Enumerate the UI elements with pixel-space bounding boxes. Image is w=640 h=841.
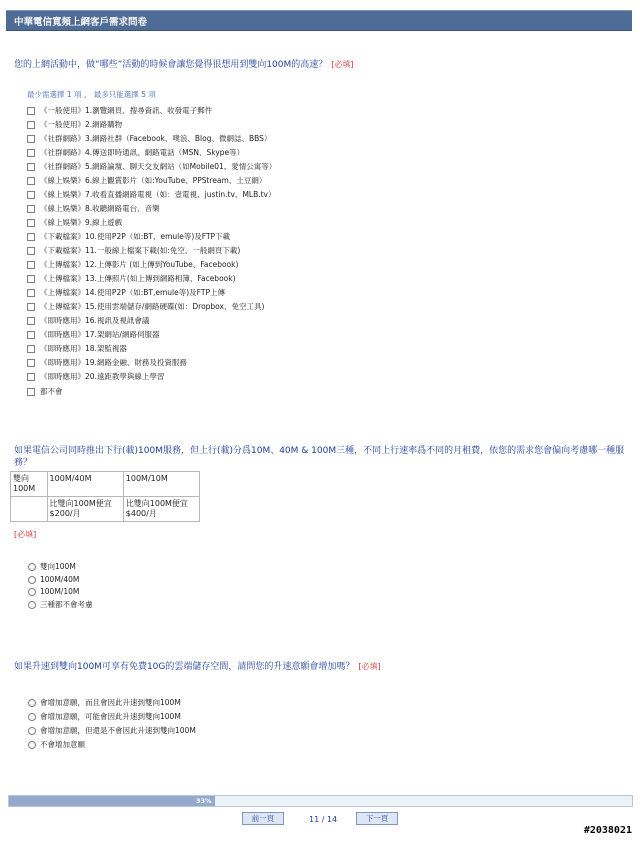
option-label[interactable]: 《即時應用》19.網路金融、財務及投資服務 <box>40 358 187 368</box>
required-marker: [必填] <box>14 530 37 539</box>
option-label[interactable]: 不會增加意願 <box>40 740 85 749</box>
option-label[interactable]: 《社群網路》3.網路社群（Facebook、噗浪、Blog、微網誌、BBS） <box>40 133 272 143</box>
page-indicator: 11 / 14 <box>309 815 338 824</box>
option-label[interactable]: 100M/40M <box>40 574 80 584</box>
option-radio[interactable] <box>28 601 36 609</box>
option-label[interactable]: 雙向100M <box>40 562 76 571</box>
option-checkbox[interactable] <box>27 135 35 143</box>
option-label[interactable]: 《下載檔案》11.一般線上檔案下載(如:免空、一般網頁下載) <box>40 246 241 255</box>
option-radio[interactable] <box>28 563 36 571</box>
option-checkbox[interactable] <box>27 163 35 171</box>
option-checkbox[interactable] <box>27 388 35 396</box>
option-label[interactable]: 《一般使用》2.網路購物 <box>40 119 123 129</box>
option-label[interactable]: 《線上娛樂》9.線上遊戲 <box>40 217 123 227</box>
next-page-button[interactable]: 下一頁 <box>356 812 398 825</box>
option-checkbox[interactable] <box>27 261 35 269</box>
price-table <box>10 471 200 522</box>
option-checkbox[interactable] <box>27 275 35 283</box>
price-table-cell <box>11 497 48 522</box>
price-table-cell: 100M/40M <box>47 472 123 497</box>
option-checkbox[interactable] <box>27 373 35 381</box>
option-label[interactable]: 《即時應用》18.架監視器 <box>40 344 127 354</box>
option-checkbox[interactable] <box>27 177 35 185</box>
option-checkbox[interactable] <box>27 303 35 311</box>
option-label[interactable]: 《上傳檔案》12.上傳影片 (如上傳到YouTube、Facebook) <box>40 260 239 270</box>
option-label[interactable]: 《上傳檔案》15.使用雲端儲存/網路硬碟(如：Dropbox、免空工具) <box>40 302 265 312</box>
question-2-required <box>14 529 36 541</box>
option-checkbox[interactable] <box>27 317 35 325</box>
question-2-text: 如果電信公司同時推出下行(載)100M服務，但上行(載)分爲10M、40M & 100M三種，不同上行速率爲不同的月租費，依您的需求您會偏向考慮哪一種服務？ <box>14 446 625 468</box>
option-checkbox[interactable] <box>27 289 35 297</box>
option-checkbox[interactable] <box>27 345 35 353</box>
option-label[interactable]: 會增加意願，可能會因此升速到雙向100M <box>40 712 181 721</box>
progress-bar <box>8 795 633 807</box>
option-radio[interactable] <box>28 588 36 596</box>
survey-title: 中華電信寬頻上網客戶需求問卷 <box>14 17 148 28</box>
question-2 <box>14 445 629 469</box>
question-3 <box>14 661 381 673</box>
option-label[interactable]: 《一般使用》1.瀏覽網頁、搜尋資訊、收發電子郵件 <box>40 105 213 115</box>
option-checkbox[interactable] <box>27 219 35 227</box>
option-checkbox[interactable] <box>27 149 35 157</box>
option-label[interactable]: 《即時應用》20.遠距教學與線上學習 <box>40 372 165 382</box>
option-label[interactable]: 《社群網路》4.傳送即時通訊、網路電話（MSN、Skype等） <box>40 147 245 157</box>
option-checkbox[interactable] <box>27 107 35 115</box>
question-3-text: 如果升速到雙向100M可享有免費10G的雲端儲存空間，請問您的升速意願會增加嗎？ <box>14 662 355 672</box>
option-radio[interactable] <box>28 713 36 721</box>
option-label[interactable]: 100M/10M <box>40 587 80 597</box>
progress-fill <box>9 796 215 806</box>
watermark: #2038021 <box>583 825 632 836</box>
option-checkbox[interactable] <box>27 191 35 199</box>
option-label[interactable]: 《線上娛樂》6.線上觀賞影片（如:YouTube、PPStream、土豆網） <box>40 175 267 185</box>
option-label[interactable]: 《即時應用》16.視訊及視訊會議 <box>40 316 150 326</box>
option-label[interactable]: 都不會 <box>40 386 63 396</box>
question-1 <box>14 59 354 71</box>
required-marker: [必填] <box>331 60 354 69</box>
option-radio[interactable] <box>28 576 36 584</box>
option-checkbox[interactable] <box>27 247 35 255</box>
option-checkbox[interactable] <box>27 233 35 241</box>
survey-title-bar <box>6 10 632 31</box>
option-label[interactable]: 《社群網路》5.網路論壇、聊天交友網站（如Mobile01、愛情公寓等） <box>40 161 277 171</box>
price-table-cell: 雙向100M <box>11 472 48 497</box>
option-label[interactable]: 《下載檔案》10.使用P2P（如:BT、emule等)及FTP下載 <box>40 231 231 241</box>
option-checkbox[interactable] <box>27 359 35 367</box>
option-label[interactable]: 《即時應用》17.架網站/網路伺服器 <box>40 330 160 340</box>
question-1-text: 您的上網活動中，做“哪些”活動的時候會讓您覺得很想用到雙向100M的高速？ <box>14 60 328 70</box>
option-checkbox[interactable] <box>27 121 35 129</box>
option-checkbox[interactable] <box>27 331 35 339</box>
option-label[interactable]: 會增加意願，而且會因此升速到雙向100M <box>40 698 181 707</box>
option-label[interactable]: 《線上娛樂》7.收看直播網路電視（如：壹電視、justin.tv、MLB.tv） <box>40 189 276 199</box>
price-table-cell: 比雙向100M便宜$400/月 <box>123 497 199 522</box>
price-table-cell: 比雙向100M便宜$200/月 <box>47 497 123 522</box>
option-label[interactable]: 《上傳檔案》14.使用P2P（如:BT,emule等)及FTP上傳 <box>40 288 225 298</box>
option-radio[interactable] <box>28 699 36 707</box>
option-label[interactable]: 《線上娛樂》8.收聽網路電台、音樂 <box>40 203 160 213</box>
option-label[interactable]: 會增加意願，但還是不會因此升速到雙向100M <box>40 726 196 735</box>
price-table-cell: 100M/10M <box>123 472 199 497</box>
option-radio[interactable] <box>28 741 36 749</box>
selection-hint: 最少需選擇 1 項 ， 最多只能選擇 5 項 <box>27 90 156 99</box>
option-checkbox[interactable] <box>27 205 35 213</box>
option-label[interactable]: 《上傳檔案》13.上傳照片(如上傳到網路相簿、Facebook) <box>40 274 236 284</box>
option-label[interactable]: 三種都不會考慮 <box>40 600 93 610</box>
prev-page-button[interactable]: 前一頁 <box>242 812 284 825</box>
option-radio[interactable] <box>28 727 36 735</box>
required-marker: [必填] <box>358 662 381 671</box>
progress-label: 33% <box>196 797 212 805</box>
